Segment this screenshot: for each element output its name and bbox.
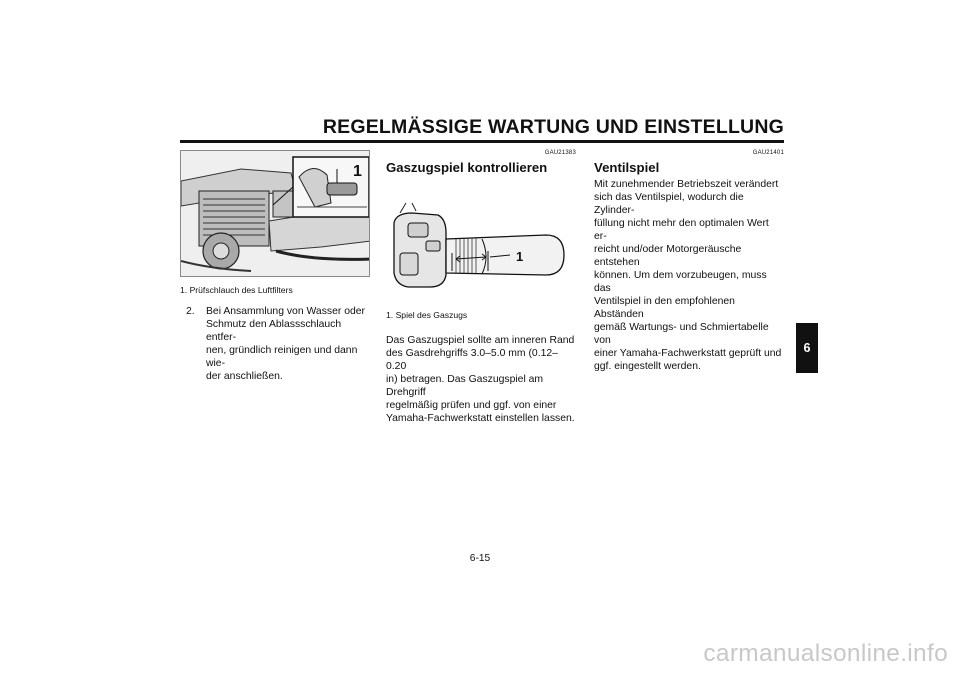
step-line: Schmutz den Ablassschlauch entfer-: [206, 319, 342, 343]
body-line: können. Um dem vorzubeugen, muss das: [594, 270, 767, 294]
caption-number: 1.: [180, 285, 188, 295]
body-line: gemäß Wartungs- und Schmiertabelle von: [594, 322, 769, 346]
doc-code: GAU21401: [752, 150, 784, 156]
motorcycle-engine-illustration: [181, 151, 370, 276]
body-line: sich das Ventilspiel, wodurch die Zylinder-: [594, 192, 744, 216]
body-line: einer Yamaha-Fachwerkstatt geprüft und: [594, 348, 782, 359]
caption-text: Spiel des Gaszugs: [395, 310, 468, 320]
section-body: [594, 178, 784, 373]
body-line: Mit zunehmender Betriebszeit verändert: [594, 179, 779, 190]
chapter-tab[interactable]: [796, 323, 818, 373]
body-line: füllung nicht mehr den optimalen Wert er-: [594, 218, 769, 242]
step-2: [186, 305, 370, 383]
step-line: Bei Ansammlung von Wasser oder: [206, 306, 366, 317]
body-line: reicht und/oder Motorgeräusche entstehen: [594, 244, 742, 268]
body-line: des Gasdrehgriffs 3.0–5.0 mm (0.12–0.20: [386, 348, 558, 372]
step-line: nen, gründlich reinigen und dann wie-: [206, 345, 358, 369]
middle-column: [386, 150, 576, 425]
section-body: [386, 334, 576, 425]
body-line: Yamaha-Fachwerkstatt einstellen lassen.: [386, 413, 575, 424]
section-heading: Gaszugspiel kontrollieren: [386, 160, 548, 175]
body-line: regelmäßig prüfen und ggf. von einer: [386, 400, 557, 411]
section-heading: Ventilspiel: [594, 160, 660, 175]
figure-callout: 1: [353, 163, 362, 180]
body-line: Ventilspiel in den empfohlenen Abständen: [594, 296, 735, 320]
body-line: ggf. eingestellt werden.: [594, 361, 701, 372]
body-line: in) betragen. Das Gaszugspiel am Drehgriff: [386, 374, 544, 398]
body-line: Das Gaszugspiel sollte am inneren Rand: [386, 335, 575, 346]
caption-number: 1.: [386, 310, 394, 320]
air-filter-hose-figure: [180, 150, 370, 277]
throttle-grip-illustration: [386, 183, 576, 308]
doc-code: GAU21383: [544, 150, 576, 156]
left-column: [180, 150, 370, 383]
right-column: [594, 150, 784, 373]
figure-caption: [386, 310, 576, 320]
figure-callout: 1: [516, 249, 524, 264]
title-rule: [180, 140, 784, 143]
caption-text: Prüfschlauch des Luftfilters: [189, 285, 293, 295]
page-title: REGELMÄSSIGE WARTUNG UND EINSTELLUNG: [322, 116, 784, 138]
chapter-tab-label: 6: [803, 341, 811, 355]
figure-caption: [180, 285, 370, 295]
watermark: carmanualsonline.info: [703, 640, 948, 667]
throttle-grip-figure: [386, 183, 576, 308]
page-number: 6-15: [469, 553, 491, 564]
step-line: der anschließen.: [206, 371, 283, 382]
step-number: 2.: [186, 306, 195, 317]
